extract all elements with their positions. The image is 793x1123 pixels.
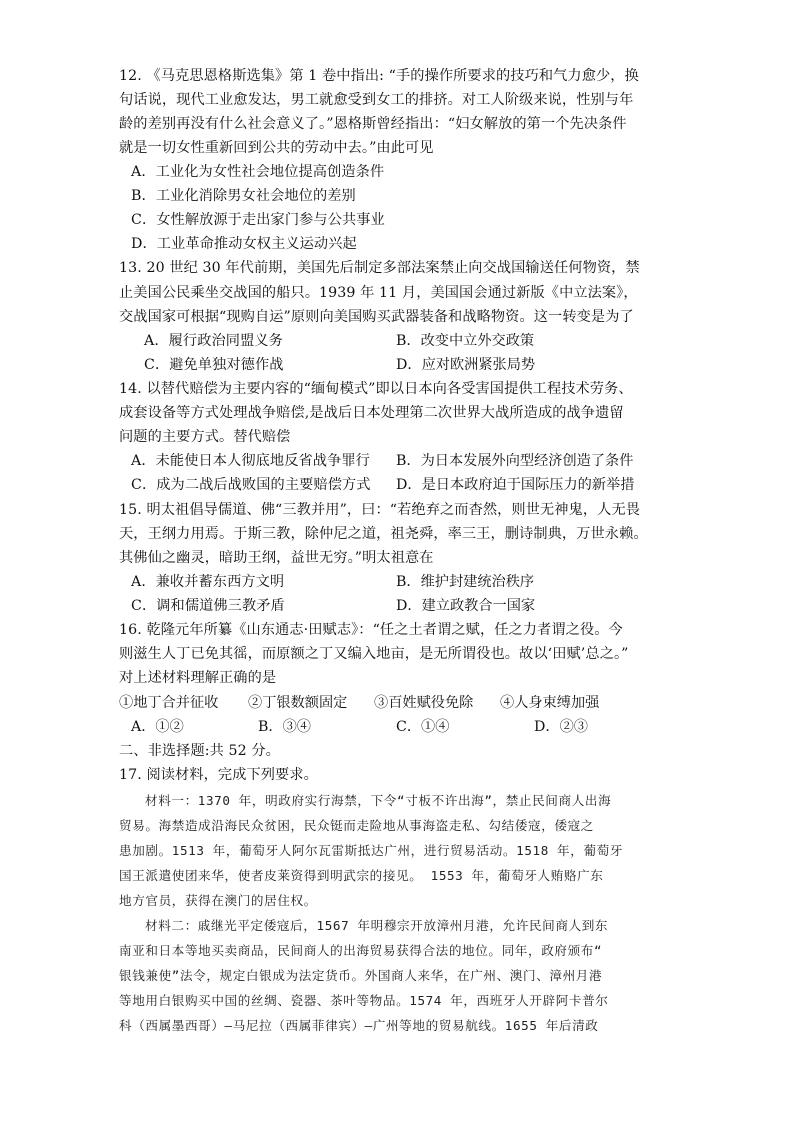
q17-material2-line-2: 南亚和日本等地买卖商品，民间商人的出海贸易获得合法的地位。同年，政府颁布“: [119, 943, 603, 958]
q13-option-d: D．应对欧洲紧张局势: [396, 357, 536, 373]
q17-material1-line-4: 国王派遣使团来华，使者皮莱资得到明武宗的接见。 1553 年，葡萄牙人贿赂广东: [119, 868, 604, 883]
q12-stem-line-1: 12. 《马克思恩格斯选集》第 1 卷中指出: “手的操作所要求的技巧和气力愈少，换: [119, 68, 639, 84]
q14-option-b: B．为日本发展外向型经济创造了条件: [396, 453, 634, 469]
q12-stem-line-3: 龄的差别再没有什么社会意义了。”恩格斯曾经指出：“妇女解放的第一个先决条件: [119, 116, 627, 132]
section-two-heading: 二、非选择题:共 52 分。: [119, 743, 280, 759]
q15-option-b: B．维护封建统治秩序: [396, 574, 535, 590]
q14-stem-line-3: 问题的主要方式。替代赔偿: [119, 429, 291, 445]
q15-option-c: C．调和儒道佛三教矛盾: [131, 598, 285, 614]
q13-stem-line-3: 交战国家可根据“现购自运”原则向美国购买武器装备和战略物资。这一转变是为了: [119, 309, 634, 325]
q16-choice-4: ④人身束缚加强: [500, 695, 600, 711]
q14-option-d: D．是日本政府迫于国际压力的新举措: [396, 477, 635, 493]
q13-option-a: A．履行政治同盟义务: [144, 333, 283, 349]
q16-option-a: A．①②: [131, 719, 184, 735]
q17-stem: 17. 阅读材料，完成下列要求。: [119, 767, 318, 783]
q17-material1-line-3: 患加剧。1513 年，葡萄牙人阿尔瓦雷斯抵达广州，进行贸易活动。1518 年，葡萄牙: [119, 843, 624, 858]
q17-material2-line-4: 等地用白银购买中国的丝绸、瓷器、茶叶等物品。1574 年，西班牙人开辟阿卡普尔: [119, 993, 609, 1008]
q16-stem-line-2: 则滋生人丁已免其徭，而原额之丁又编入地亩，是无所谓役也。故以‘田赋’总之。”: [119, 646, 629, 662]
q16-choice-1: ①地丁合并征收: [119, 695, 219, 711]
q17-material1-line-2: 贸易。海禁造成沿海民众贫困，民众铤而走险地从事海盗走私、勾结倭寇，倭寇之: [119, 818, 594, 833]
q15-stem-line-3: 其佛仙之幽灵，暗助王纲，益世无穷。”明太祖意在: [119, 550, 434, 566]
q15-stem-line-1: 15. 明太祖倡导儒道、佛“三教并用”，曰：“若绝弃之而杳然，则世无神鬼，人无畏: [119, 502, 641, 518]
q12-stem-line-2: 句话说，现代工业愈发达，男工就愈受到女工的排挤。对工人阶级来说，性别与年: [119, 92, 634, 108]
q15-option-a: A．兼收并蓄东西方文明: [131, 574, 285, 590]
q16-option-d: D．②③: [534, 719, 588, 735]
q16-choice-3: ③百姓赋役免除: [374, 695, 474, 711]
q17-material2-line-1: 材料二：戚继光平定倭寇后，1567 年明穆宗开放漳州月港，允许民间商人到东: [145, 918, 609, 933]
q12-option-d: D．工业革命推动女权主义运动兴起: [131, 236, 357, 252]
q12-option-b: B．工业化消除男女社会地位的差别: [131, 188, 356, 204]
q17-material1-line-1: 材料一：1370 年，明政府实行海禁，下令“寸板不许出海”，禁止民间商人出海: [145, 793, 612, 808]
q15-stem-line-2: 天，王纲力用焉。于斯三教，除仲尼之道，祖尧舜，率三王，删诗制典，万世永赖。: [119, 526, 648, 542]
q16-stem-line-1: 16. 乾隆元年所纂《山东通志·田赋志》：“任之土者谓之赋，任之力者谓之役。今: [119, 622, 623, 638]
q14-option-c: C．成为二战后战败国的主要赔偿方式: [131, 477, 371, 493]
q17-material1-line-5: 地方官员，获得在澳门的居住权。: [119, 893, 317, 908]
q17-material2-line-3: 银钱兼使”法令，规定白银成为法定货币。外国商人来华，在广州、澳门、漳州月港: [119, 968, 603, 983]
q17-material2-line-5: 科（西属墨西哥）—马尼拉（西属菲律宾）—广州等地的贸易航线。1655 年后清政: [119, 1018, 599, 1033]
q16-option-c: C．①④: [396, 719, 450, 735]
q16-choice-2: ②丁银数额固定: [248, 695, 348, 711]
q16-stem-line-3: 对上述材料理解正确的是: [119, 670, 277, 686]
q14-stem-line-2: 成套设备等方式处理战争赔偿,是战后日本处理第二次世界大战所造成的战争遗留: [119, 405, 624, 421]
q15-option-d: D．建立政教合一国家: [396, 598, 536, 614]
q13-option-b: B．改变中立外交政策: [396, 333, 535, 349]
q12-stem-line-4: 就是一切女性重新回到公共的劳动中去。”由此可见: [119, 140, 434, 156]
q12-option-a: A．工业化为女性社会地位提高创造条件: [131, 164, 385, 180]
q13-option-c: C．避免单独对德作战: [144, 357, 284, 373]
q14-option-a: A．未能使日本人彻底地反省战争罪行: [131, 453, 370, 469]
q16-option-b: B．③④: [258, 719, 311, 735]
q13-stem-line-2: 止美国公民乘坐交战国的船只。1939 年 11 月，美国国会通过新版《中立法案》，: [119, 285, 638, 301]
q12-option-c: C．女性解放源于走出家门参与公共事业: [131, 212, 385, 228]
q14-stem-line-1: 14. 以替代赔偿为主要内容的“缅甸模式”即以日本向各受害国提供工程技术劳务、: [119, 381, 633, 397]
q13-stem-line-1: 13. 20 世纪 30 年代前期，美国先后制定多部法案禁止向交战国输送任何物资，禁: [119, 260, 640, 276]
